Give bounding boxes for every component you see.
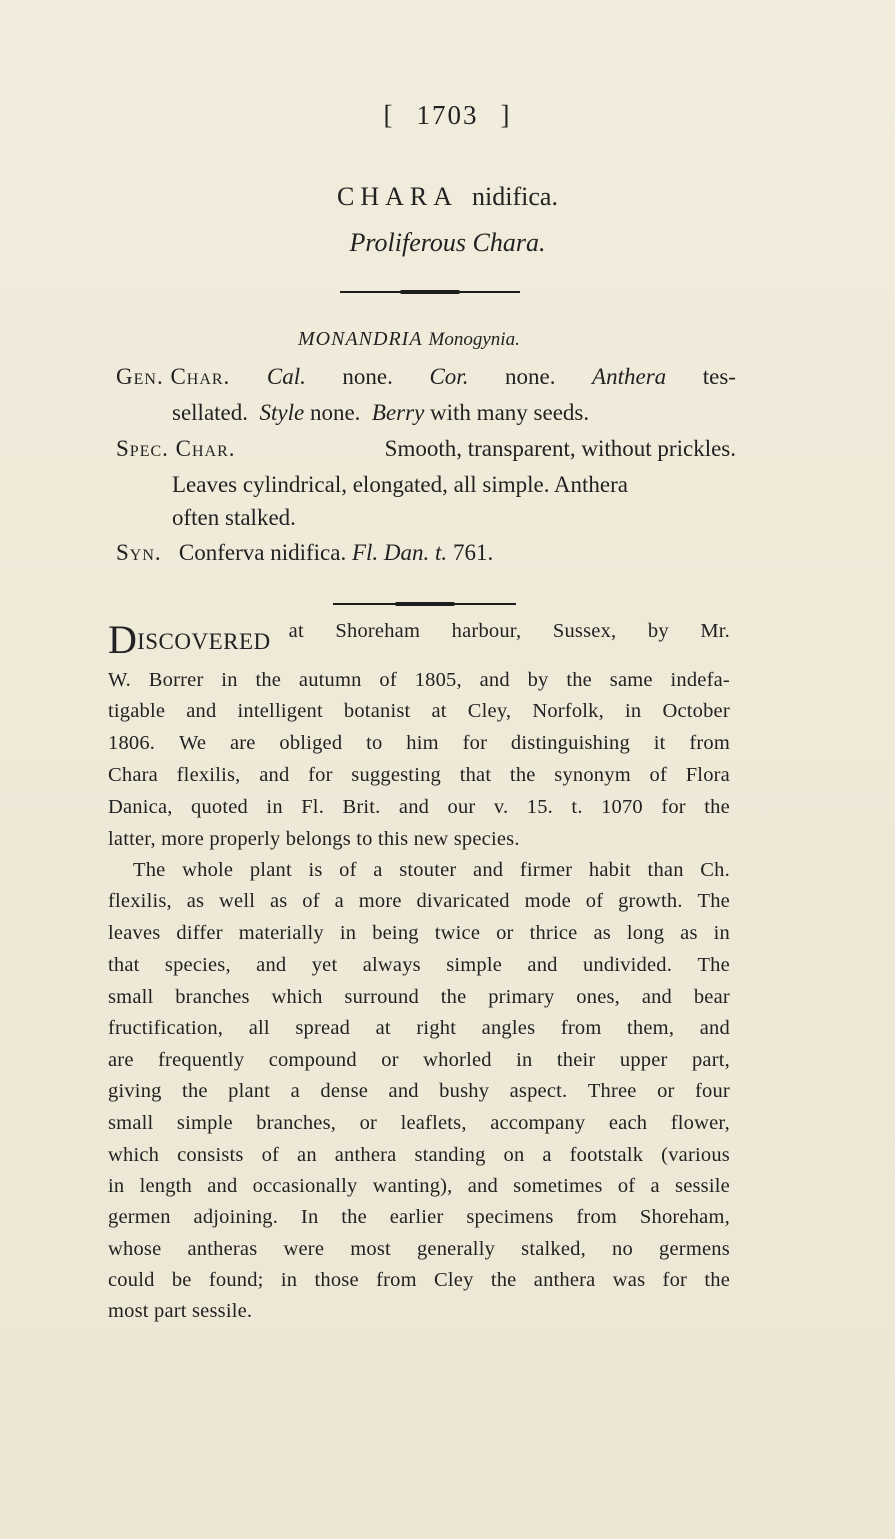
word: flower, [670,1112,730,1134]
word: angles [481,1017,536,1039]
word: The [133,859,166,881]
word: always [362,954,421,976]
word: anthera [334,1144,397,1166]
word: at [431,700,447,722]
gen-char-word: none. [505,364,556,389]
word: The [697,890,730,912]
word: small [108,986,154,1008]
word: and [699,1017,730,1039]
word: flexilis, [108,890,172,912]
word: earlier [389,1206,444,1228]
spec-char-line-1 [116,436,736,462]
open-bracket: [ [383,100,395,130]
word: for [662,1269,688,1291]
word: a [650,1175,660,1197]
word: Flora [685,764,730,786]
word: from [576,1206,618,1228]
word: those [314,1269,359,1291]
word: tigable [108,700,166,722]
word: compound [268,1049,357,1071]
word: adjoining. [193,1206,279,1228]
page-number-header [0,100,895,131]
word: giving [108,1080,162,1102]
word: part, [691,1049,730,1071]
word: firmer [519,859,573,881]
word: in [266,796,283,818]
drop-cap: D [108,617,138,662]
word: branches, [256,1112,337,1134]
word: and [641,986,673,1008]
gen-char-word: sellated. [172,400,248,425]
word: in [108,1175,125,1197]
syn-plate: 761. [452,540,494,565]
close-bracket: ] [500,100,512,130]
word: from [560,1017,602,1039]
word: be [171,1269,192,1291]
word: in [221,669,238,691]
text-line [108,986,730,1009]
word: the [704,796,730,818]
text-line [133,859,730,882]
gen-char-word: Cal. [266,364,306,389]
word: October [662,700,730,722]
word: aspect. [509,1080,568,1102]
text-line: most part sessile. [108,1300,253,1322]
word: as [593,922,611,944]
word: indefa- [670,669,730,691]
text-line [108,1017,730,1040]
word: species, [164,954,231,976]
linnaean-classification [298,328,520,351]
first-word [108,617,271,662]
word: antheras [187,1238,258,1260]
word: in [339,922,357,944]
text-line [108,617,730,662]
syn-text: Conferva nidifica. [178,540,347,565]
class-name: MONANDRIA [298,328,423,350]
word: The [697,954,730,976]
word: most [350,1238,391,1260]
word: mode [524,890,571,912]
gen-char-word: Anthera [592,364,667,389]
word: of [585,890,604,912]
word: accompany [490,1112,586,1134]
word: length [139,1175,193,1197]
word: and [207,1175,238,1197]
word: bushy [439,1080,490,1102]
word: well [219,890,256,912]
word: or [657,1080,675,1102]
gen-char-line-2 [172,400,589,426]
word: the [566,669,592,691]
word: small [108,1112,154,1134]
word: for [308,764,333,786]
word: and [527,954,558,976]
word: upper [619,1049,668,1071]
word: Cley, [467,700,512,722]
word: primary [488,986,555,1008]
word: of [261,1144,280,1166]
word: was [612,1269,646,1291]
word: 1805, [414,669,462,691]
word: surround [344,986,419,1008]
word: stouter [399,859,457,881]
word: more [358,890,402,912]
word: which [108,1144,160,1166]
word: long [626,922,665,944]
word: yet [311,954,338,976]
gen-char-word: none. [342,364,393,389]
word: and [467,1175,498,1197]
word: for [661,796,686,818]
gen-char-word: tes- [702,364,736,389]
word: thrice [529,922,578,944]
word: anthera [533,1269,596,1291]
gen-char-word: Berry [371,400,425,425]
word: standing [414,1144,486,1166]
word: as [269,890,288,912]
word: for [462,732,488,754]
word: In [300,1206,319,1228]
word: (various [661,1144,730,1166]
syn-label: Syn. [116,540,162,565]
word: were [283,1238,325,1260]
word: a [334,890,344,912]
word: by [527,669,549,691]
word: branches [175,986,250,1008]
word: found; [208,1269,264,1291]
word: and [479,669,510,691]
word: frequently [158,1049,245,1071]
word: or [359,1112,378,1134]
word: in [713,922,730,944]
word: a [373,859,383,881]
word: whose [108,1238,162,1260]
gen-char-word: Style [259,400,305,425]
text-line [108,1112,730,1135]
word: and [398,796,430,818]
word: right [416,1017,457,1039]
word: in [516,1049,533,1071]
word: in [625,700,642,722]
gen-char-word: with many seeds. [430,400,590,425]
word: germen [108,1206,171,1228]
word: Borrer [148,669,204,691]
word: germens [659,1238,730,1260]
word: from [376,1269,417,1291]
word: divaricated [416,890,510,912]
word: whole [182,859,234,881]
word: could [108,1269,155,1291]
word: the [704,1269,730,1291]
word: consists [177,1144,244,1166]
word: materially [238,922,324,944]
word: Fl. [301,796,325,818]
word: the [490,1269,517,1291]
word: of [339,859,357,881]
text-line [108,1175,730,1198]
text-line [108,1269,730,1292]
page-number: 1703 [416,100,479,130]
word: no [612,1238,633,1260]
ornamental-rule-bottom [333,603,516,605]
word: autumn [298,669,362,691]
gen-char-word: none. [309,400,361,425]
genus-name: CHARA [337,182,459,211]
word: flexilis, [176,764,241,786]
word: him [406,732,439,754]
word: and [473,859,504,881]
word: stalked, [521,1238,586,1260]
word: habit [588,859,631,881]
syn-reference: Fl. Dan. t. [351,540,448,565]
word: 15. [526,796,553,818]
word: bear [693,986,730,1008]
text-line [108,954,730,977]
gen-char-word: Cor. [429,364,469,389]
word: Norfolk, [532,700,604,722]
word: from [689,732,730,754]
word: sometimes [513,1175,603,1197]
text-line [108,732,730,755]
word: a [290,1080,300,1102]
spec-char-text: Smooth, transparent, without prickles. [384,436,736,461]
word: simple [446,954,503,976]
word: which [271,986,323,1008]
ornamental-rule-top [340,291,520,293]
spec-char-line-2: Leaves cylindrical, elongated, all simple. Anthera [172,472,629,497]
word: 1806. [108,732,156,754]
word: in [280,1269,298,1291]
word: 1070 [601,796,643,818]
gen-char-label: Gen. Char. [116,364,231,389]
word: and [259,764,290,786]
text-line [108,922,730,945]
word: intelligent [237,700,323,722]
word: of [617,1175,636,1197]
word: or [496,922,514,944]
text-line [108,764,730,787]
word: as [680,922,698,944]
word: four [695,1080,730,1102]
word: are [108,1049,134,1071]
text-line [108,1206,730,1229]
word: of [379,669,397,691]
text-line [108,669,730,692]
word: quoted [191,796,248,818]
word: twice [434,922,481,944]
word: all [248,1017,270,1039]
word: distinguishing [510,732,630,754]
word: the [509,764,536,786]
text-line: latter, more properly belongs to this new species. [108,828,520,850]
word: on [503,1144,525,1166]
word: or [381,1049,399,1071]
species-title [0,182,895,212]
word: ones, [576,986,620,1008]
word: plant [249,859,292,881]
word: the [341,1206,367,1228]
word: footstalk [569,1144,644,1166]
word: Ch. [700,859,730,881]
word: obliged [279,732,343,754]
text-line [108,1144,730,1167]
word: t. [571,796,583,818]
word: each [608,1112,648,1134]
word: our [447,796,476,818]
word: differ [176,922,223,944]
word: the [255,669,282,691]
word: and [186,700,217,722]
word: synonym [554,764,631,786]
synonym-line [116,540,493,566]
word: them, [627,1017,675,1039]
word: spread [295,1017,351,1039]
word: is [308,859,323,881]
text-line [108,796,730,819]
word: leaves [108,922,161,944]
word: that [459,764,492,786]
word: and [388,1080,419,1102]
word: same [609,669,653,691]
word: W. [108,669,131,691]
word: their [556,1049,596,1071]
word: Brit. [342,796,381,818]
word: suggesting [351,764,441,786]
word: of [302,890,320,912]
word: dense [320,1080,369,1102]
word: Three [587,1080,637,1102]
word: Shoreham, [639,1206,730,1228]
text-line [108,1238,730,1261]
word: a [542,1144,552,1166]
text-line [108,1080,730,1103]
word: it [653,732,666,754]
word: leaflets, [400,1112,467,1134]
word: specimens [466,1206,554,1228]
word: v. [493,796,509,818]
word: Cley [434,1269,474,1291]
text-line [108,890,730,913]
word: generally [416,1238,496,1260]
word: fructification, [108,1017,224,1039]
word: of [649,764,668,786]
word: and [256,954,287,976]
species-epithet: nidifica. [472,182,558,211]
word: wanting), [372,1175,453,1197]
first-word-rest: ISCOVERED [137,629,271,654]
text-line [108,700,730,723]
word: to [366,732,383,754]
word: Chara [108,764,158,786]
word: whorled [423,1049,492,1071]
word: plant [228,1080,271,1102]
word: that [108,954,140,976]
gen-char-line-1 [116,364,736,390]
word: than [647,859,684,881]
spec-char-label: Spec. Char. [116,436,236,461]
text-line [108,1049,730,1072]
word: the [182,1080,208,1102]
common-name: Proliferous Chara. [349,228,546,257]
word: the [440,986,467,1008]
word: Danica, [108,796,173,818]
word: occasionally [252,1175,358,1197]
word: at [375,1017,391,1039]
word: an [297,1144,317,1166]
word: sessile [675,1175,730,1197]
text-line-content: at Shoreham harbour, Sussex, by Mr. [288,620,730,642]
word: as [186,890,205,912]
order-name: Monogynia. [428,329,520,350]
word: simple [176,1112,233,1134]
word: being [372,922,419,944]
word: We [178,732,207,754]
word: undivided. [582,954,673,976]
word: botanist [343,700,411,722]
word: growth. [618,890,683,912]
spec-char-line-3: often stalked. [172,505,296,530]
word: are [229,732,256,754]
